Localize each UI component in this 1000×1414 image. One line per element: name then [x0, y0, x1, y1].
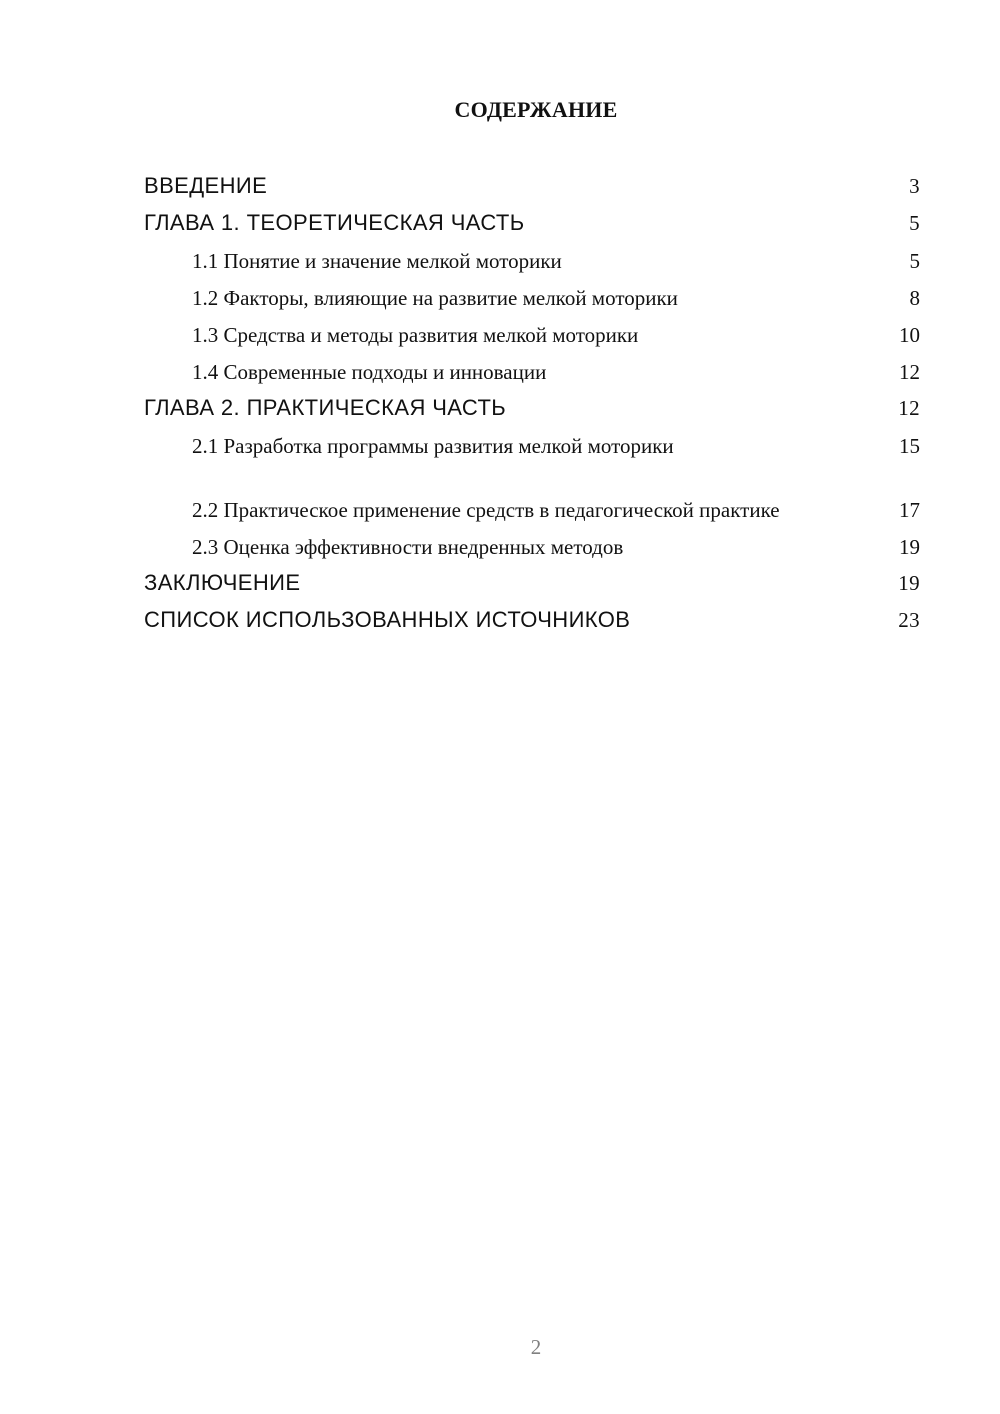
toc-entry-section-2-3[interactable] [144, 528, 920, 565]
toc-entry-page: 8 [909, 286, 920, 310]
toc-entry-label: 2.1 Разработка программы развития мелкой моторики [192, 434, 674, 458]
toc-entry-label: СПИСОК ИСПОЛЬЗОВАННЫХ ИСТОЧНИКОВ [144, 607, 631, 632]
toc-entry-section-2-2[interactable] [144, 464, 920, 528]
page-number: 2 [530, 1335, 542, 1359]
toc-entry-page: 19 [898, 571, 920, 595]
toc-entry-label: 1.4 Современные подходы и инновации [192, 360, 547, 384]
toc-entry-page: 23 [898, 608, 920, 632]
toc-entry-label: 1.3 Средства и методы развития мелкой моторики [192, 323, 639, 347]
toc-entry-page: 3 [909, 174, 920, 198]
toc-entry-section-1-1[interactable] [144, 242, 920, 279]
toc-entry-label: ЗАКЛЮЧЕНИЕ [144, 570, 301, 595]
toc-entry-section-1-4[interactable] [144, 353, 920, 390]
table-of-contents [144, 168, 920, 639]
toc-entry-page: 10 [899, 323, 920, 347]
toc-entry-chapter-2[interactable] [144, 390, 920, 427]
toc-entry-page: 17 [899, 498, 920, 522]
toc-entry-chapter-1[interactable] [144, 205, 920, 242]
toc-entry-label: 2.3 Оценка эффективности внедренных методов [192, 535, 624, 559]
toc-entry-label: 1.1 Понятие и значение мелкой моторики [192, 249, 562, 273]
toc-entry-label: ГЛАВА 2. ПРАКТИЧЕСКАЯ ЧАСТЬ [144, 395, 507, 420]
toc-entry-page: 12 [899, 360, 920, 384]
toc-entry-section-2-1[interactable] [144, 427, 920, 464]
toc-entry-references[interactable] [144, 602, 920, 639]
toc-entry-section-1-3[interactable] [144, 316, 920, 353]
toc-entry-label: ВВЕДЕНИЕ [144, 173, 268, 198]
toc-entry-introduction[interactable] [144, 168, 920, 205]
toc-entry-page: 12 [898, 396, 920, 420]
toc-entry-page: 15 [899, 434, 920, 458]
toc-entry-page: 5 [909, 249, 920, 273]
toc-entry-page: 19 [899, 535, 920, 559]
toc-entry-label: 1.2 Факторы, влияющие на развитие мелкой моторики [192, 286, 678, 310]
toc-entry-page: 5 [909, 211, 920, 235]
toc-entry-label: ГЛАВА 1. ТЕОРЕТИЧЕСКАЯ ЧАСТЬ [144, 210, 525, 235]
toc-entry-label: 2.2 Практическое применение средств в педагогической практике [192, 498, 780, 522]
toc-entry-conclusion[interactable] [144, 565, 920, 602]
toc-entry-section-1-2[interactable] [144, 279, 920, 316]
page-title: СОДЕРЖАНИЕ [454, 97, 618, 122]
